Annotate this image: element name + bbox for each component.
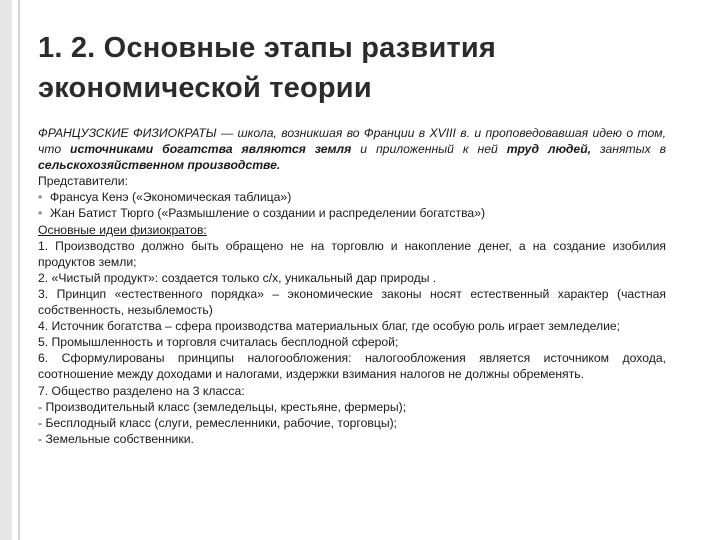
left-accent-bar bbox=[0, 0, 12, 540]
idea-item-7: 7. Общество разделено на 3 класса: bbox=[38, 383, 245, 398]
representative-item bbox=[38, 189, 666, 205]
representatives-heading: Представители: bbox=[38, 174, 128, 189]
ideas-heading: Основные идеи физиократов: bbox=[38, 222, 207, 237]
idea-item-6: 6. Сформулированы принципы налогообложения: налогообложения является источником дохода, соотношение между доходами и налогами, издержки взимания налогов не должны обременять. bbox=[38, 351, 666, 382]
class-item: - Земельные собственники. bbox=[38, 431, 194, 446]
idea-item-5: 5. Промышленность и торговля считалась бесплодной сферой; bbox=[38, 335, 399, 350]
idea-item-1: 1. Производство должно быть обращено не на торговлю и накопление денег, а на создание изобилия продуктов земли; bbox=[38, 238, 666, 269]
idea-item-4: 4. Источник богатства – сфера производства материальных благ, где особую роль играет земледелие; bbox=[38, 319, 621, 334]
intro-paragraph bbox=[38, 125, 666, 173]
bullet-icon: • bbox=[38, 206, 43, 221]
idea-item-3: 3. Принцип «естественного порядка» – экономические законы носят естественный характер (частная собственность, незыблемость) bbox=[38, 286, 666, 318]
representative-item bbox=[38, 205, 666, 221]
intro-emphasis-2: труд людей, bbox=[506, 142, 592, 157]
representative-text: Франсуа Кенэ («Экономическая таблица») bbox=[50, 190, 292, 205]
class-item: - Производительный класс (земледельцы, крестьяне, фермеры); bbox=[38, 399, 407, 414]
class-item: - Бесплодный класс (слуги, ремесленники, рабочие, торговцы); bbox=[38, 415, 398, 430]
title-line-1: 1. 2. Основные этапы развития bbox=[38, 32, 497, 64]
intro-text-1: — школа, возникшая во Франции в XVIII в. и проповедовавшая идею о том, что bbox=[38, 126, 666, 157]
intro-emphasis-3: сельскохозяйственном производстве. bbox=[38, 158, 281, 173]
left-accent-line bbox=[18, 0, 20, 540]
intro-term: ФРАНЦУЗСКИЕ ФИЗИОКРАТЫ bbox=[38, 126, 217, 140]
intro-text-2: и приложенный к ней bbox=[351, 142, 507, 157]
bullet-icon: • bbox=[38, 190, 43, 205]
title-line-2: экономической теории bbox=[38, 72, 372, 104]
intro-emphasis-1: источниками богатства являются земля bbox=[70, 142, 352, 157]
slide-body bbox=[38, 125, 666, 447]
idea-item-2: 2. «Чистый продукт»: создается только с/х, уникальный дар природы . bbox=[38, 270, 437, 285]
representative-text: Жан Батист Тюрго («Размышление о создании и распределении богатства») bbox=[50, 206, 486, 221]
intro-text-3: занятых в bbox=[591, 142, 666, 157]
slide-title bbox=[38, 28, 698, 108]
